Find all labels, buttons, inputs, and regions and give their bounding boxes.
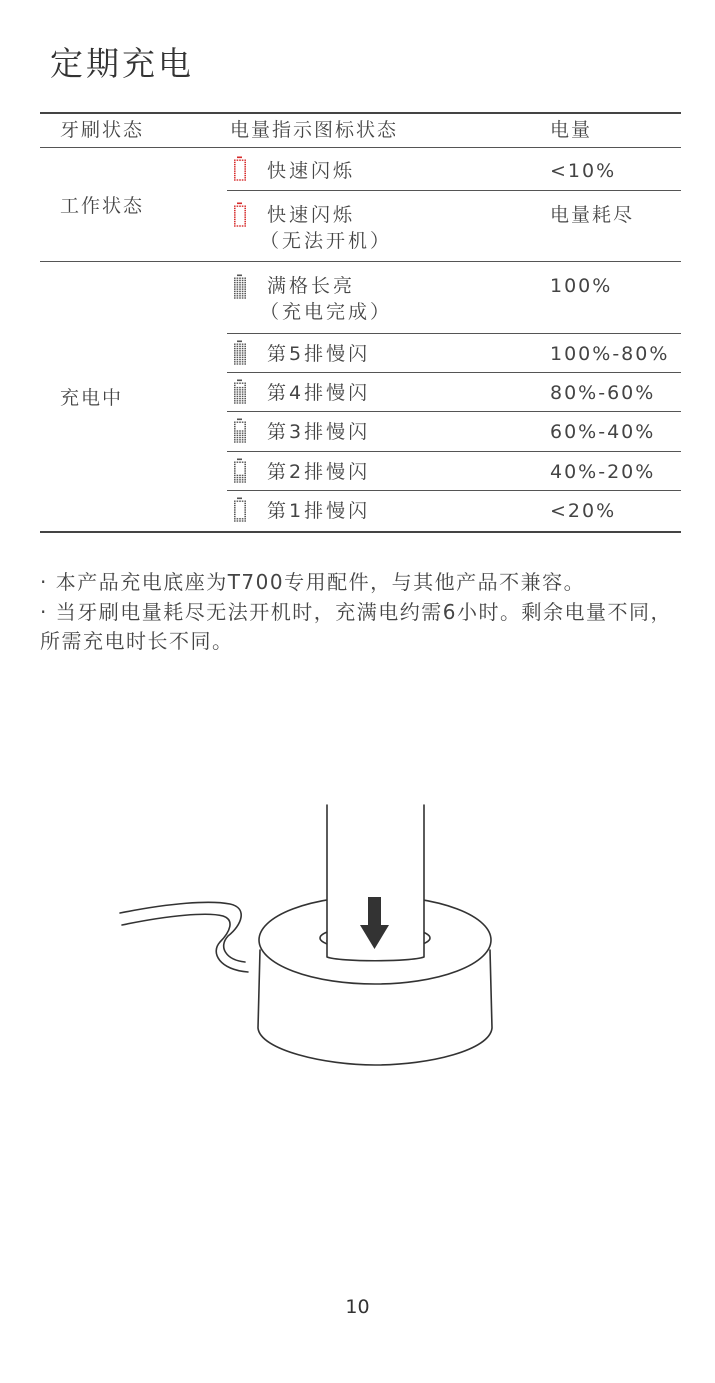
page-title: 定期充电 (50, 44, 194, 83)
battery-2-bars-icon (232, 458, 247, 484)
table-bottom-rule (40, 531, 681, 533)
row-level: <10% (550, 160, 617, 182)
charging-status-table (40, 112, 681, 533)
row-level: 100%-80% (550, 343, 670, 365)
header-rule (40, 147, 681, 148)
battery-full-icon (232, 274, 247, 300)
row-desc: 满格长亮 (267, 275, 356, 297)
battery-red-dead-icon (232, 202, 247, 228)
header-indicator-state: 电量指示图标状态 (230, 119, 399, 141)
row-level: 电量耗尽 (550, 204, 635, 226)
row-desc: 第5排慢闪 (267, 343, 371, 365)
charging-base-illustration (110, 800, 510, 1070)
row-desc: 快速闪烁 (267, 160, 356, 182)
row-desc: 第4排慢闪 (267, 382, 371, 404)
group-charging: 充电中 (60, 387, 124, 409)
row-desc: 第2排慢闪 (267, 461, 371, 483)
header-battery-level: 电量 (550, 119, 593, 141)
row-level: 60%-40% (550, 421, 656, 443)
group-rule (40, 261, 681, 262)
page-number: 10 (345, 1296, 370, 1318)
battery-4-bars-icon (232, 379, 247, 405)
battery-3-bars-icon (232, 418, 247, 444)
row-rule (227, 451, 681, 452)
row-level: 40%-20% (550, 461, 656, 483)
battery-1-bar-icon (232, 497, 247, 523)
group-working: 工作状态 (60, 195, 145, 217)
row-rule (227, 190, 681, 191)
note-item: · 当牙刷电量耗尽无法开机时，充满电约需6小时。剩余电量不同，所需充电时长不同。 (40, 600, 672, 653)
header-brush-state: 牙刷状态 (60, 119, 145, 141)
row-desc: 第1排慢闪 (267, 500, 371, 522)
row-level: 100% (550, 275, 613, 297)
table-top-rule (40, 112, 681, 114)
row-desc-note: （充电完成） (260, 301, 393, 323)
row-desc: 第3排慢闪 (267, 421, 371, 443)
row-desc: 快速闪烁 (267, 204, 356, 226)
note-item: · 本产品充电底座为T700专用配件，与其他产品不兼容。 (40, 570, 586, 594)
row-rule (227, 372, 681, 373)
row-rule (227, 490, 681, 491)
row-level: 80%-60% (550, 382, 656, 404)
notes (40, 568, 680, 657)
battery-5-bars-icon (232, 340, 247, 366)
row-rule (227, 333, 681, 334)
row-rule (227, 411, 681, 412)
battery-red-blink-icon (232, 156, 247, 182)
row-desc-note: （无法开机） (260, 230, 393, 252)
row-level: <20% (550, 500, 617, 522)
